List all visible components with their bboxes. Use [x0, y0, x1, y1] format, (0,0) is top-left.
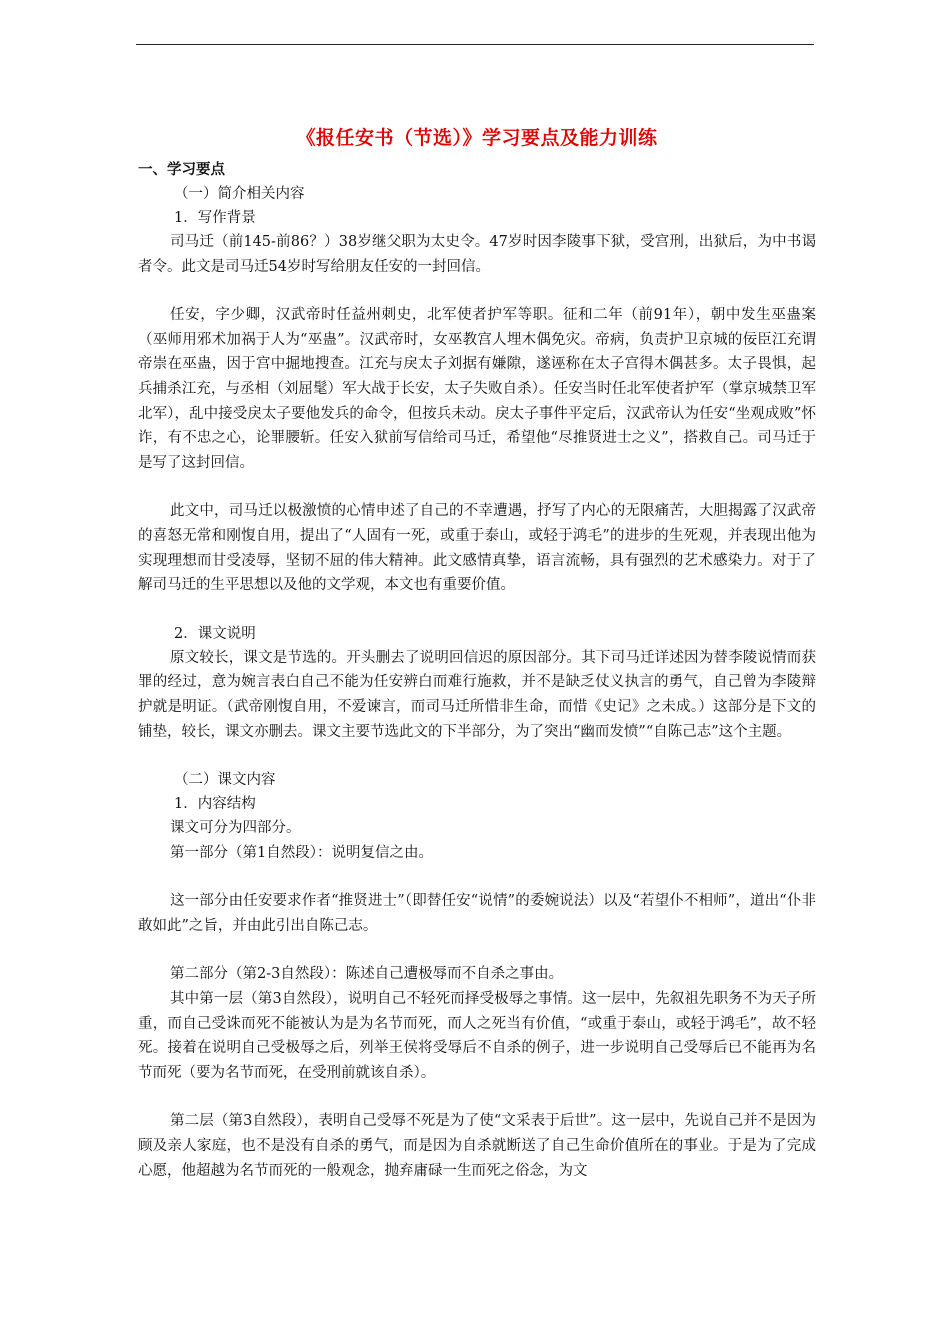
subsection-heading-1: （一）简介相关内容: [174, 186, 305, 202]
spacer: [138, 279, 816, 303]
subsection-heading-2: （二）课文内容: [174, 772, 276, 789]
spacer: [138, 865, 816, 889]
section-heading-1: 一、学习要点: [138, 161, 225, 178]
paragraph-part-one-detail: 这一部分由任安要求作者“推贤进士”（即替任安“说情”的委婉说法）以及“若望仆不相师”，道出“仆非敢如此”之旨，并由此引出自陈己志。: [138, 893, 816, 934]
paragraph-summary: 此文中，司马迁以极激愤的心情申述了自己的不幸遭遇，抒写了内心的无限痛苦，大胆揭露了汉武帝的喜怒无常和刚愎自用，提出了“人固有一死，或重于泰山，或轻于鸿毛”的进步的生死观，并表现出他为实现理想而甘受凌辱，坚韧不屈的伟大精神。此文感情真挚，语言流畅，具有强烈的艺术感染力。对于了解司马迁的生平思想以及他的文学观，本文也有重要价值。: [138, 503, 816, 594]
item-heading-structure: 1．内容结构: [174, 796, 256, 813]
document-page: [138, 124, 816, 1183]
spacer: [138, 1085, 816, 1109]
paragraph-ren-an: 任安，字少卿，汉武帝时任益州刺史，北军使者护军等职。征和二年（前91年），朝中发生巫蛊案（巫师用邪术加祸于人为“巫蛊”。汉武帝时，女巫教宫人埋木偶免灾。帝病，负责护卫京城的佞臣江充谓帝崇在巫蛊，因于宫中掘地搜查。江充与戾太子刘据有嫌隙，遂诬称在太子宫得木偶甚多。太子畏惧，起兵捕杀江充，与丞相（刘屈髦）军大战于长安，太子失败自杀）。任安当时任北军使者护军（掌京城禁卫军北军），乱中接受戾太子要他发兵的命令，但按兵未动。戾太子事件平定后，汉武帝认为任安“坐观成败”怀诈，有不忠之心，论罪腰斩。任安入狱前写信给司马迁，希望他“尽推贤进士之义”，搭救自己。司马迁于是写了这封回信。: [138, 307, 816, 471]
paragraph-sima-qian-bio: 司马迁（前145-前86？）38岁继父职为太史令。47岁时因李陵事下狱，受宫刑，出狱后，为中书谒者令。此文是司马迁54岁时写给朋友任安的一封回信。: [138, 234, 816, 275]
paragraph-text-notes: 原文较长，课文是节选的。开头删去了说明回信迟的原因部分。其下司马迁详述因为替李陵说情而获罪的经过，意为婉言表白自己不能为任安辨白而难行施救，并不是缺乏仗义执言的勇气，自己曾为李陵辩护就是明证。（武帝刚愎自用，不爱谏言，而司马迁所惜非生命，而惜《史记》之未成。）这部分是下文的铺垫，较长，课文亦删去。课文主要节选此文的下半部分，为了突出“幽而发愤”“自陈己志”这个主题。: [138, 649, 816, 740]
spacer: [138, 598, 816, 622]
spacer: [138, 938, 816, 962]
item-heading-text-notes: 2．课文说明: [174, 625, 256, 642]
spacer: [138, 475, 816, 499]
paragraph-four-parts: 课文可分为四部分。: [170, 820, 301, 837]
paragraph-part-two-layer-two: 第二层（第3自然段），表明自己受辱不死是为了使“文采表于后世”。这一层中，先说自己并不是因为顾及亲人家庭，也不是没有自杀的勇气，而是因为自杀就断送了自己生命价值所在的事业。于是为了完成心愿，他超越为名节而死的一般观念，抛弃庸碌一生而死之俗念，为文: [138, 1113, 816, 1179]
spacer: [138, 744, 816, 768]
paragraph-part-two-layer-one: 其中第一层（第3自然段），说明自己不轻死而择受极辱之事情。这一层中，先叙祖先职务不为天子所重，而自己受诛而死不能被认为是为名节而死，而人之死当有价值，“或重于泰山，或轻于鸿毛”，故不轻死。接着在说明自己受极辱之后，列举王侯将受辱后不自杀的例子，进一步说明自己受辱后已不能再为名节而死（要为名节而死，在受刑前就该自杀）。: [138, 991, 816, 1081]
paragraph-part-two: 第二部分（第2-3自然段）：陈述自己遭极辱而不自杀之事由。: [170, 966, 564, 983]
item-heading-writing-background: 1．写作背景: [174, 210, 256, 226]
document-title: 《报任安书（节选）》学习要点及能力训练: [296, 127, 658, 149]
paragraph-part-one: 第一部分（第1自然段）：说明复信之由。: [170, 844, 433, 861]
header-rule: [136, 44, 814, 45]
